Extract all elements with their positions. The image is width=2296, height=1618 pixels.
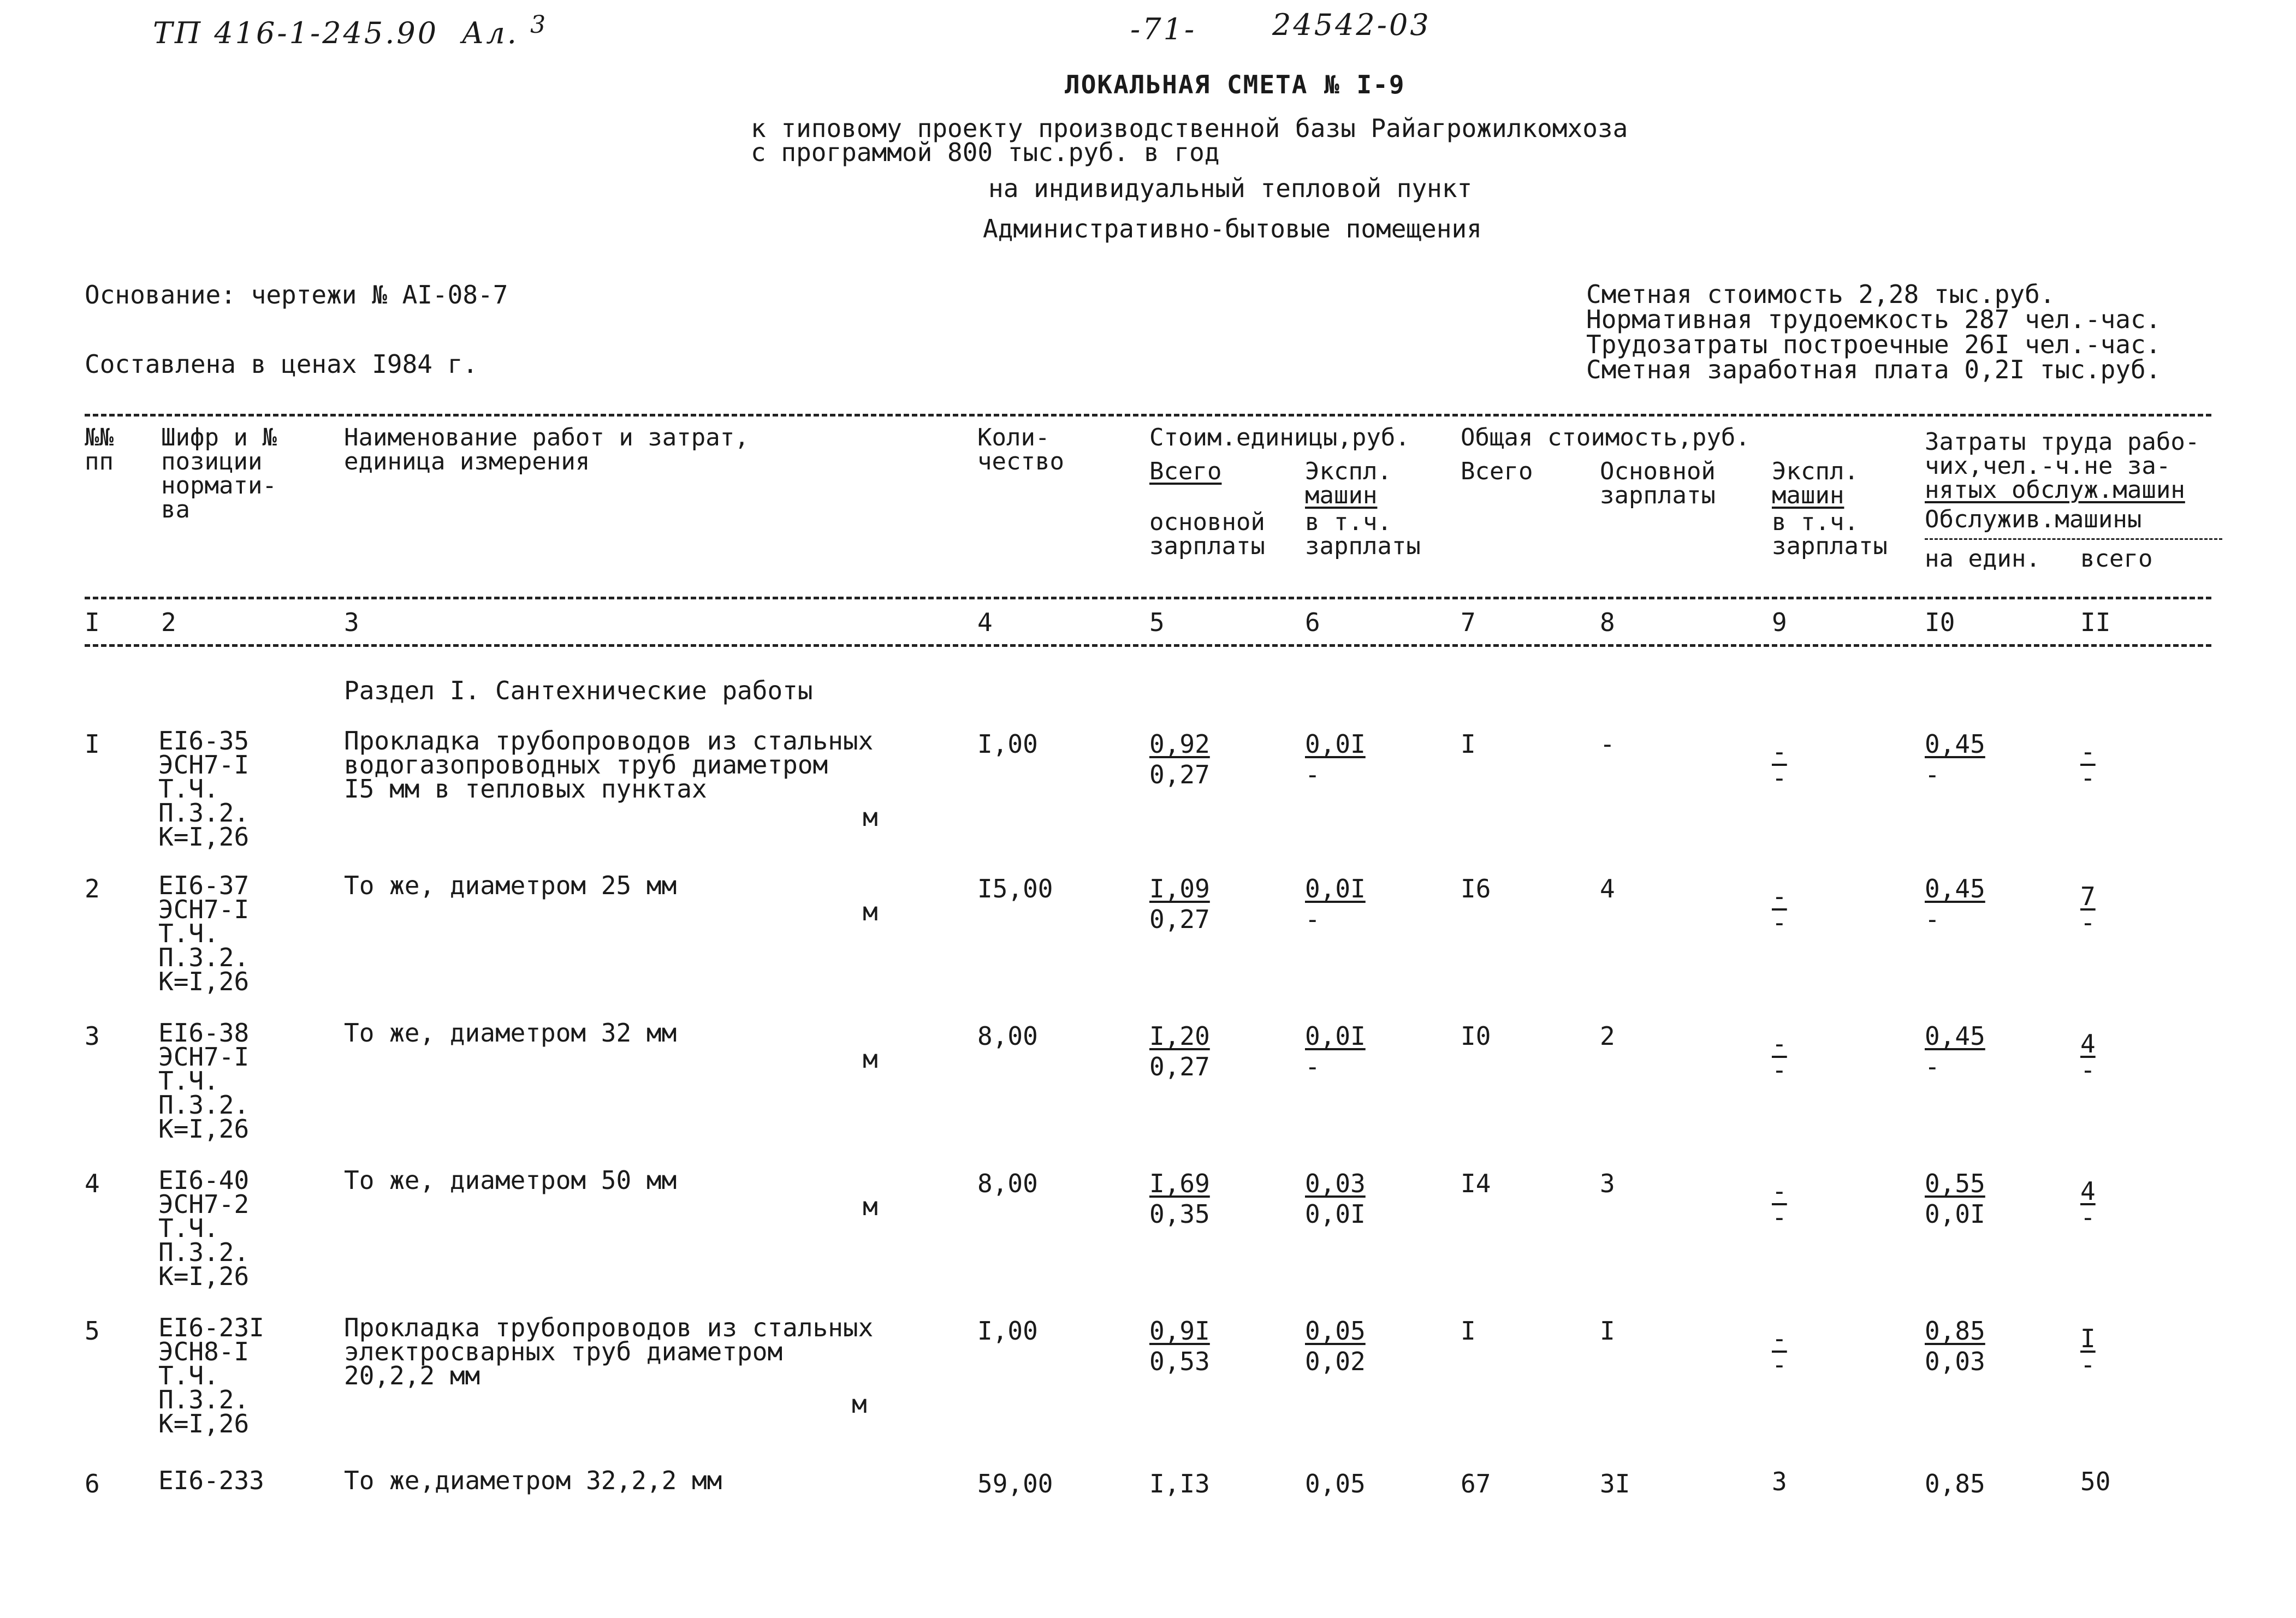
- row-labor-total-line: I: [2080, 1324, 2096, 1353]
- row-labor-per-unit-line: -: [1925, 760, 1940, 789]
- row-unit-cost-total-line: I,20: [1149, 1021, 1210, 1051]
- basis-prices: Составлена в ценах I984 г.: [85, 349, 478, 379]
- page-title: ЛОКАЛЬНАЯ СМЕТА № I-9: [1065, 70, 1405, 99]
- row-unit-cost-total-line: 0,35: [1149, 1199, 1210, 1229]
- row-labor-per-unit-line: -: [1925, 905, 1940, 934]
- row-code-line: ЭСН7-I: [158, 895, 250, 924]
- row-name: [344, 726, 874, 804]
- row-labor-total-line: -: [2080, 763, 2096, 793]
- row-labor-per-unit-line: 0,85: [1925, 1316, 1985, 1346]
- row-labor-total-line: 4: [2080, 1176, 2096, 1206]
- row-name-line: То же, диаметром 25 мм: [344, 871, 677, 900]
- row-unit-cost-total-line: 0,53: [1149, 1347, 1210, 1376]
- row-labor-per-unit: [1925, 1021, 1985, 1082]
- row-machine-cost: [1772, 1325, 1787, 1378]
- row-unit-cost-machines-line: 0,0I: [1305, 1021, 1366, 1051]
- page-number: -71-: [1130, 12, 1197, 46]
- row-machine-cost-line: -: [1772, 1176, 1787, 1206]
- row-labor-total: [2080, 739, 2096, 791]
- row-total-cost: [1461, 729, 1476, 759]
- row-name-line: водогазопроводных труб диаметром: [344, 750, 828, 780]
- row-number-line: I: [85, 729, 100, 759]
- row-code-line: Т.Ч.: [158, 1066, 219, 1096]
- row-machine-cost-line: -: [1772, 882, 1787, 911]
- row-unit-cost-machines: [1305, 873, 1366, 935]
- header-col7: Всего: [1461, 457, 1533, 485]
- row-code-line: EI6-37: [158, 871, 250, 900]
- row-unit-cost-machines-line: 0,0I: [1305, 1199, 1366, 1229]
- col-number-7: 7: [1461, 608, 1476, 637]
- row-labor-per-unit: [1925, 1316, 1985, 1377]
- row-total-cost: [1461, 1316, 1476, 1346]
- row-unit-cost-machines: [1305, 729, 1366, 790]
- row-base-wages: [1600, 873, 1615, 904]
- row-name: [344, 1466, 722, 1495]
- row-unit-cost-total-line: 0,27: [1149, 760, 1210, 789]
- header-labor: Затраты труда рабо- чих,чел.-ч.не за- нятых обслуж.машин: [1925, 428, 2200, 504]
- row-name-line: Прокладка трубопроводов из стальных: [344, 726, 874, 756]
- row-quantity-line: 8,00: [977, 1169, 1038, 1198]
- summary-site-labor: Трудозатраты построечные 26I чел.-час.: [1586, 330, 2161, 359]
- row-code-line: К=I,26: [158, 1409, 250, 1438]
- header-top-rule: [85, 414, 2211, 417]
- row-name-line: То же, диаметром 32 мм: [344, 1018, 677, 1048]
- project-code: ТП 416-1-245.90 Ал. $^3$: [153, 11, 548, 50]
- row-total-cost: [1461, 1021, 1491, 1051]
- row-unit: [863, 803, 878, 831]
- row-quantity: [977, 729, 1038, 759]
- row-code-line: EI6-40: [158, 1165, 250, 1195]
- header-col8: Основной зарплаты: [1600, 457, 1716, 509]
- header-col9-top: Экспл. машин: [1772, 457, 1859, 509]
- row-total-cost: [1461, 1168, 1491, 1199]
- row-unit: [863, 1045, 878, 1073]
- labor-sub-rule: [1925, 538, 2222, 540]
- row-code-line: П.3.2.: [158, 1238, 250, 1267]
- row-labor-total-line: 4: [2080, 1029, 2096, 1058]
- row-base-wages-line: -: [1600, 729, 1615, 759]
- row-code: [158, 1466, 264, 1495]
- row-code: [158, 1018, 250, 1144]
- row-labor-per-unit-line: 0,55: [1925, 1169, 1985, 1198]
- row-quantity: [977, 873, 1053, 904]
- row-labor-total: [2080, 1468, 2110, 1495]
- summary-norm-labor: Нормативная трудоемкость 287 чел.-час.: [1586, 305, 2161, 334]
- row-number: [85, 1021, 100, 1051]
- row-labor-total-line: -: [2080, 737, 2096, 766]
- row-unit-line: м: [863, 1044, 878, 1074]
- row-code-line: EI6-35: [158, 726, 250, 756]
- row-code-line: EI6-233: [158, 1466, 264, 1495]
- row-unit-cost-machines: [1305, 1316, 1366, 1377]
- row-base-wages-line: 2: [1600, 1021, 1615, 1051]
- row-labor-per-unit-line: 0,03: [1925, 1347, 1985, 1376]
- row-unit-cost-total: [1149, 1021, 1210, 1082]
- col-number-5: 5: [1149, 608, 1165, 637]
- row-total-cost-line: 67: [1461, 1469, 1491, 1498]
- row-quantity-line: I5,00: [977, 874, 1053, 903]
- row-machine-cost-line: -: [1772, 737, 1787, 766]
- row-machine-cost-line: 3: [1772, 1467, 1787, 1496]
- row-unit-cost-total-line: I,I3: [1149, 1469, 1210, 1498]
- row-labor-total-line: -: [2080, 908, 2096, 937]
- row-unit-cost-total-line: I,69: [1149, 1169, 1210, 1198]
- summary-cost: Сметная стоимость 2,28 тыс.руб.: [1586, 279, 2055, 309]
- row-code-line: К=I,26: [158, 1114, 250, 1144]
- title-line-1: к типовому проекту производственной базы Райагрожилкомхоза: [751, 114, 1628, 143]
- row-code-line: П.3.2.: [158, 1385, 250, 1414]
- row-name: [344, 1018, 677, 1048]
- row-quantity: [977, 1021, 1038, 1051]
- row-labor-per-unit: [1925, 1168, 1985, 1229]
- row-unit-cost-machines: [1305, 1468, 1366, 1499]
- title-line-3: на индивидуальный тепловой пункт: [988, 174, 1473, 203]
- row-unit-cost-machines-line: 0,0I: [1305, 874, 1366, 903]
- document-reference: 24542-03: [1272, 8, 1431, 42]
- row-machine-cost-line: -: [1772, 1055, 1787, 1085]
- row-number-line: 2: [85, 874, 100, 903]
- row-total-cost: [1461, 1468, 1491, 1499]
- row-labor-total-line: -: [2080, 1203, 2096, 1232]
- row-total-cost: [1461, 873, 1491, 904]
- row-number: [85, 1468, 100, 1499]
- row-code-line: EI6-38: [158, 1018, 250, 1048]
- header-col-name: Наименование работ и затрат, единица измерения: [344, 424, 749, 475]
- header-total-cost: Общая стоимость,руб.: [1461, 424, 1750, 451]
- row-quantity-line: 59,00: [977, 1469, 1053, 1498]
- row-quantity-line: I,00: [977, 729, 1038, 759]
- row-code-line: ЭСН8-I: [158, 1337, 250, 1366]
- row-base-wages: [1600, 729, 1615, 759]
- header-col5-bottom: основной зарплаты: [1149, 508, 1265, 560]
- row-number: [85, 1316, 100, 1346]
- column-number-rule: [85, 644, 2211, 647]
- row-code-line: Т.Ч.: [158, 919, 219, 948]
- row-code: [158, 873, 249, 994]
- row-unit-cost-total: [1149, 1468, 1210, 1499]
- header-col10: на един.: [1925, 545, 2040, 573]
- row-unit-cost-total-line: 0,27: [1149, 1052, 1210, 1081]
- row-unit-cost-machines-line: 0,0I: [1305, 729, 1366, 759]
- row-base-wages: [1600, 1468, 1630, 1499]
- row-quantity: [977, 1468, 1053, 1499]
- row-machine-cost: [1772, 1178, 1787, 1230]
- row-machine-cost-line: -: [1772, 1350, 1787, 1379]
- row-base-wages-line: 4: [1600, 874, 1615, 903]
- row-name-line: электросварных труб диаметром: [344, 1337, 783, 1366]
- col-number-1: I: [85, 608, 100, 637]
- header-col-quantity: Коли- чество: [977, 424, 1064, 475]
- row-number-line: 3: [85, 1021, 100, 1051]
- row-base-wages: [1600, 1316, 1615, 1346]
- row-machine-cost: [1772, 883, 1787, 936]
- row-code-line: ЭСН7-2: [158, 1189, 250, 1219]
- row-unit-cost-machines: [1305, 1021, 1366, 1082]
- row-machine-cost: [1772, 1031, 1787, 1083]
- header-col-number: №№ пп: [85, 424, 114, 475]
- row-name-line: То же, диаметром 50 мм: [344, 1165, 677, 1195]
- row-code: [158, 726, 250, 852]
- col-number-6: 6: [1305, 608, 1320, 637]
- header-labor-sub: Обслужив.машины: [1925, 505, 2142, 533]
- row-labor-total: [2080, 1178, 2096, 1230]
- row-labor-per-unit-line: 0,45: [1925, 729, 1985, 759]
- row-machine-cost-line: -: [1772, 763, 1787, 793]
- row-labor-total-line: -: [2080, 1350, 2096, 1379]
- row-machine-cost-line: -: [1772, 1029, 1787, 1058]
- header-col6-top: Экспл. машин: [1305, 457, 1392, 509]
- row-code-line: К=I,26: [158, 822, 250, 852]
- col-number-11: II: [2080, 608, 2111, 637]
- row-labor-per-unit-line: 0,85: [1925, 1469, 1985, 1498]
- row-unit-cost-machines-line: -: [1305, 760, 1320, 789]
- row-code-line: К=I,26: [158, 967, 250, 996]
- row-number: [85, 729, 100, 759]
- row-unit: [863, 897, 878, 926]
- title-line-4: Административно-бытовые помещения: [983, 214, 1482, 243]
- row-unit-line: м: [863, 802, 878, 832]
- row-number-line: 6: [85, 1469, 100, 1498]
- row-code-line: Т.Ч.: [158, 774, 219, 804]
- row-unit-cost-machines-line: 0,05: [1305, 1469, 1366, 1498]
- row-code: [158, 1313, 264, 1438]
- basis-drawings: Основание: чертежи № АI-08-7: [85, 280, 508, 310]
- row-total-cost-line: I0: [1461, 1021, 1491, 1051]
- row-name-line: I5 мм в тепловых пунктах: [344, 774, 707, 804]
- header-col11: всего: [2080, 545, 2153, 573]
- row-labor-total-line: 50: [2080, 1467, 2111, 1496]
- row-labor-per-unit: [1925, 729, 1985, 790]
- row-number: [85, 873, 100, 904]
- row-unit-line: м: [852, 1389, 867, 1419]
- row-name: [344, 1313, 874, 1390]
- section-title: Раздел I. Сантехнические работы: [344, 676, 813, 705]
- row-name-line: 20,2,2 мм: [344, 1361, 480, 1390]
- row-name: [344, 1165, 677, 1195]
- row-labor-total: [2080, 883, 2096, 936]
- row-machine-cost-line: -: [1772, 1324, 1787, 1353]
- row-unit-cost-total-line: 0,92: [1149, 729, 1210, 759]
- row-name-line: Прокладка трубопроводов из стальных: [344, 1313, 874, 1342]
- row-labor-total: [2080, 1325, 2096, 1378]
- row-labor-total: [2080, 1031, 2096, 1083]
- row-quantity: [977, 1316, 1038, 1346]
- row-unit-cost-total-line: 0,27: [1149, 905, 1210, 934]
- header-bottom-rule: [85, 597, 2211, 599]
- header-unit-cost: Стоим.единицы,руб.: [1149, 424, 1410, 451]
- row-base-wages: [1600, 1168, 1615, 1199]
- row-machine-cost-line: -: [1772, 908, 1787, 937]
- row-labor-per-unit-line: 0,45: [1925, 1021, 1985, 1051]
- row-unit-cost-machines: [1305, 1168, 1366, 1229]
- row-labor-total-line: -: [2080, 1055, 2096, 1085]
- summary-wages: Сметная заработная плата 0,2I тыс.руб.: [1586, 355, 2161, 384]
- col-number-3: 3: [344, 608, 359, 637]
- col-number-9: 9: [1772, 608, 1787, 637]
- title-line-2: с программой 800 тыс.руб. в год: [751, 138, 1220, 167]
- col-number-2: 2: [161, 608, 176, 637]
- row-labor-total-line: 7: [2080, 882, 2096, 911]
- row-unit-cost-total-line: I,09: [1149, 874, 1210, 903]
- row-name: [344, 871, 677, 900]
- row-unit-cost-total: [1149, 873, 1210, 935]
- header-col-code: Шифр и № позиции нормати- ва: [161, 424, 277, 524]
- row-unit-cost-total: [1149, 1316, 1210, 1377]
- header-col5-top: Всего: [1149, 457, 1222, 485]
- header-col9-bottom: в т.ч. зарплаты: [1772, 508, 1888, 560]
- row-number: [85, 1168, 100, 1199]
- row-code-line: П.3.2.: [158, 1090, 250, 1120]
- row-unit: [852, 1390, 867, 1418]
- row-unit-cost-total: [1149, 729, 1210, 790]
- row-machine-cost: [1772, 1468, 1787, 1495]
- row-code-line: П.3.2.: [158, 943, 250, 972]
- row-machine-cost: [1772, 739, 1787, 791]
- row-total-cost-line: I4: [1461, 1169, 1491, 1198]
- row-labor-per-unit-line: 0,45: [1925, 874, 1985, 903]
- row-unit: [863, 1192, 878, 1221]
- row-unit-line: м: [863, 897, 878, 926]
- row-unit-cost-machines-line: -: [1305, 1052, 1320, 1081]
- row-unit-cost-total-line: 0,9I: [1149, 1316, 1210, 1346]
- row-code-line: ЭСН7-I: [158, 1042, 250, 1072]
- row-quantity-line: I,00: [977, 1316, 1038, 1346]
- row-code-line: Т.Ч.: [158, 1214, 219, 1243]
- row-code: [158, 1165, 250, 1291]
- row-number-line: 5: [85, 1316, 100, 1346]
- col-number-4: 4: [977, 608, 993, 637]
- row-unit-cost-machines-line: 0,05: [1305, 1316, 1366, 1346]
- row-code-line: EI6-23I: [158, 1313, 264, 1342]
- row-base-wages-line: I: [1600, 1316, 1615, 1346]
- row-name-line: То же,диаметром 32,2,2 мм: [344, 1466, 722, 1495]
- row-unit-line: м: [863, 1192, 878, 1221]
- row-machine-cost-line: -: [1772, 1203, 1787, 1232]
- estimate-summary: [1586, 279, 2161, 384]
- row-labor-per-unit: [1925, 873, 1985, 935]
- row-code-line: Т.Ч.: [158, 1361, 219, 1390]
- header-col6-bottom: в т.ч. зарплаты: [1305, 508, 1421, 560]
- row-code-line: ЭСН7-I: [158, 750, 250, 780]
- row-code-line: П.3.2.: [158, 798, 250, 828]
- row-total-cost-line: I: [1461, 729, 1476, 759]
- row-unit-cost-machines-line: 0,03: [1305, 1169, 1366, 1198]
- row-base-wages-line: 3: [1600, 1169, 1615, 1198]
- row-base-wages-line: 3I: [1600, 1469, 1630, 1498]
- row-total-cost-line: I6: [1461, 874, 1491, 903]
- row-labor-per-unit: [1925, 1468, 1985, 1499]
- row-number-line: 4: [85, 1169, 100, 1198]
- row-total-cost-line: I: [1461, 1316, 1476, 1346]
- row-quantity: [977, 1168, 1038, 1199]
- row-unit-cost-machines-line: 0,02: [1305, 1347, 1366, 1376]
- row-code-line: К=I,26: [158, 1262, 250, 1291]
- col-number-8: 8: [1600, 608, 1615, 637]
- col-number-10: I0: [1925, 608, 1955, 637]
- row-labor-per-unit-line: 0,0I: [1925, 1199, 1985, 1229]
- row-unit-cost-machines-line: -: [1305, 905, 1320, 934]
- row-labor-per-unit-line: -: [1925, 1052, 1940, 1081]
- row-unit-cost-total: [1149, 1168, 1210, 1229]
- row-quantity-line: 8,00: [977, 1021, 1038, 1051]
- row-base-wages: [1600, 1021, 1615, 1051]
